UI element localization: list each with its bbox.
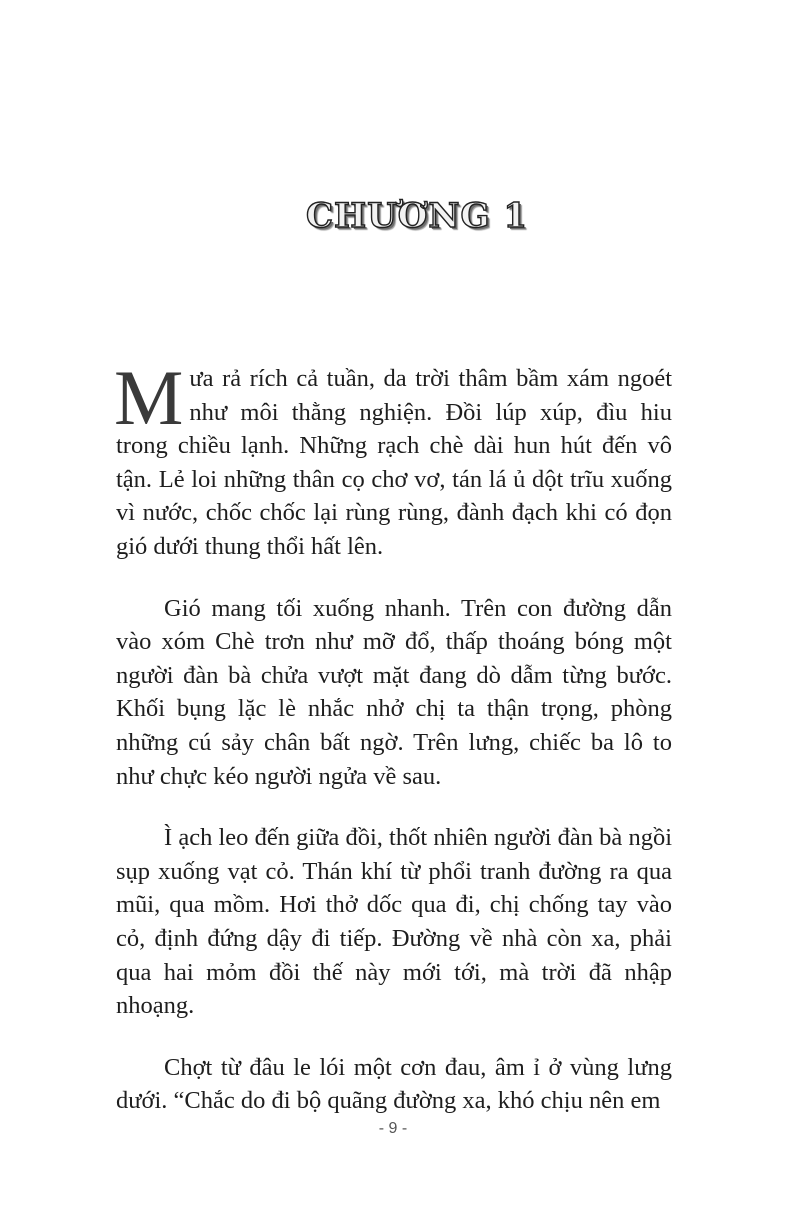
paragraph-1-text: ưa rả rích cả tuần, da trời thâm bầm xám ngoét như môi thằng nghiện. Đồi lúp xúp, đìu hiu trong chiều lạnh. Những rạch chè dài hun hút đến vô tận. Lẻ loi những thân cọ chơ vơ, tán lá ủ dột trĩu xuống vì nước, chốc chốc lại rùng rùng, đành đạch khi có đọn gió dưới thung thổi hất lên. [116, 365, 672, 560]
paragraph-1 [114, 354, 672, 564]
drop-cap-letter: M [114, 354, 184, 441]
paragraph-2: Gió mang tối xuống nhanh. Trên con đường dẫn vào xóm Chè trơn như mỡ đổ, thấp thoáng bóng một người đàn bà chửa vượt mặt đang dò dẫm từng bước. Khối bụng lặc lè nhắc nhở chị ta thận trọng, phòng những cú sảy chân bất ngờ. Trên lưng, chiếc ba lô to như chực kéo người ngửa về sau. [116, 594, 672, 790]
paragraph-4: Chợt từ đâu le lói một cơn đau, âm ỉ ở vùng lưng dưới. “Chắc do đi bộ quãng đường xa, khó chịu nên em [116, 1053, 672, 1115]
paragraph-3: Ì ạch leo đến giữa đồi, thốt nhiên người đàn bà ngồi sụp xuống vạt cỏ. Thán khí từ phổi tranh đường ra qua mũi, qua mồm. Hơi thở dốc qua đi, chị chống tay vào cỏ, định đứng dậy đi tiếp. Đường về nhà còn xa, phải qua hai mỏm đồi thế này mới tới, mà trời đã nhập nhoạng. [116, 824, 672, 1020]
chapter-body [114, 354, 672, 1146]
chapter-title: CHƯƠNG 1 [305, 196, 529, 236]
page-number: - 9 - [378, 1120, 408, 1137]
